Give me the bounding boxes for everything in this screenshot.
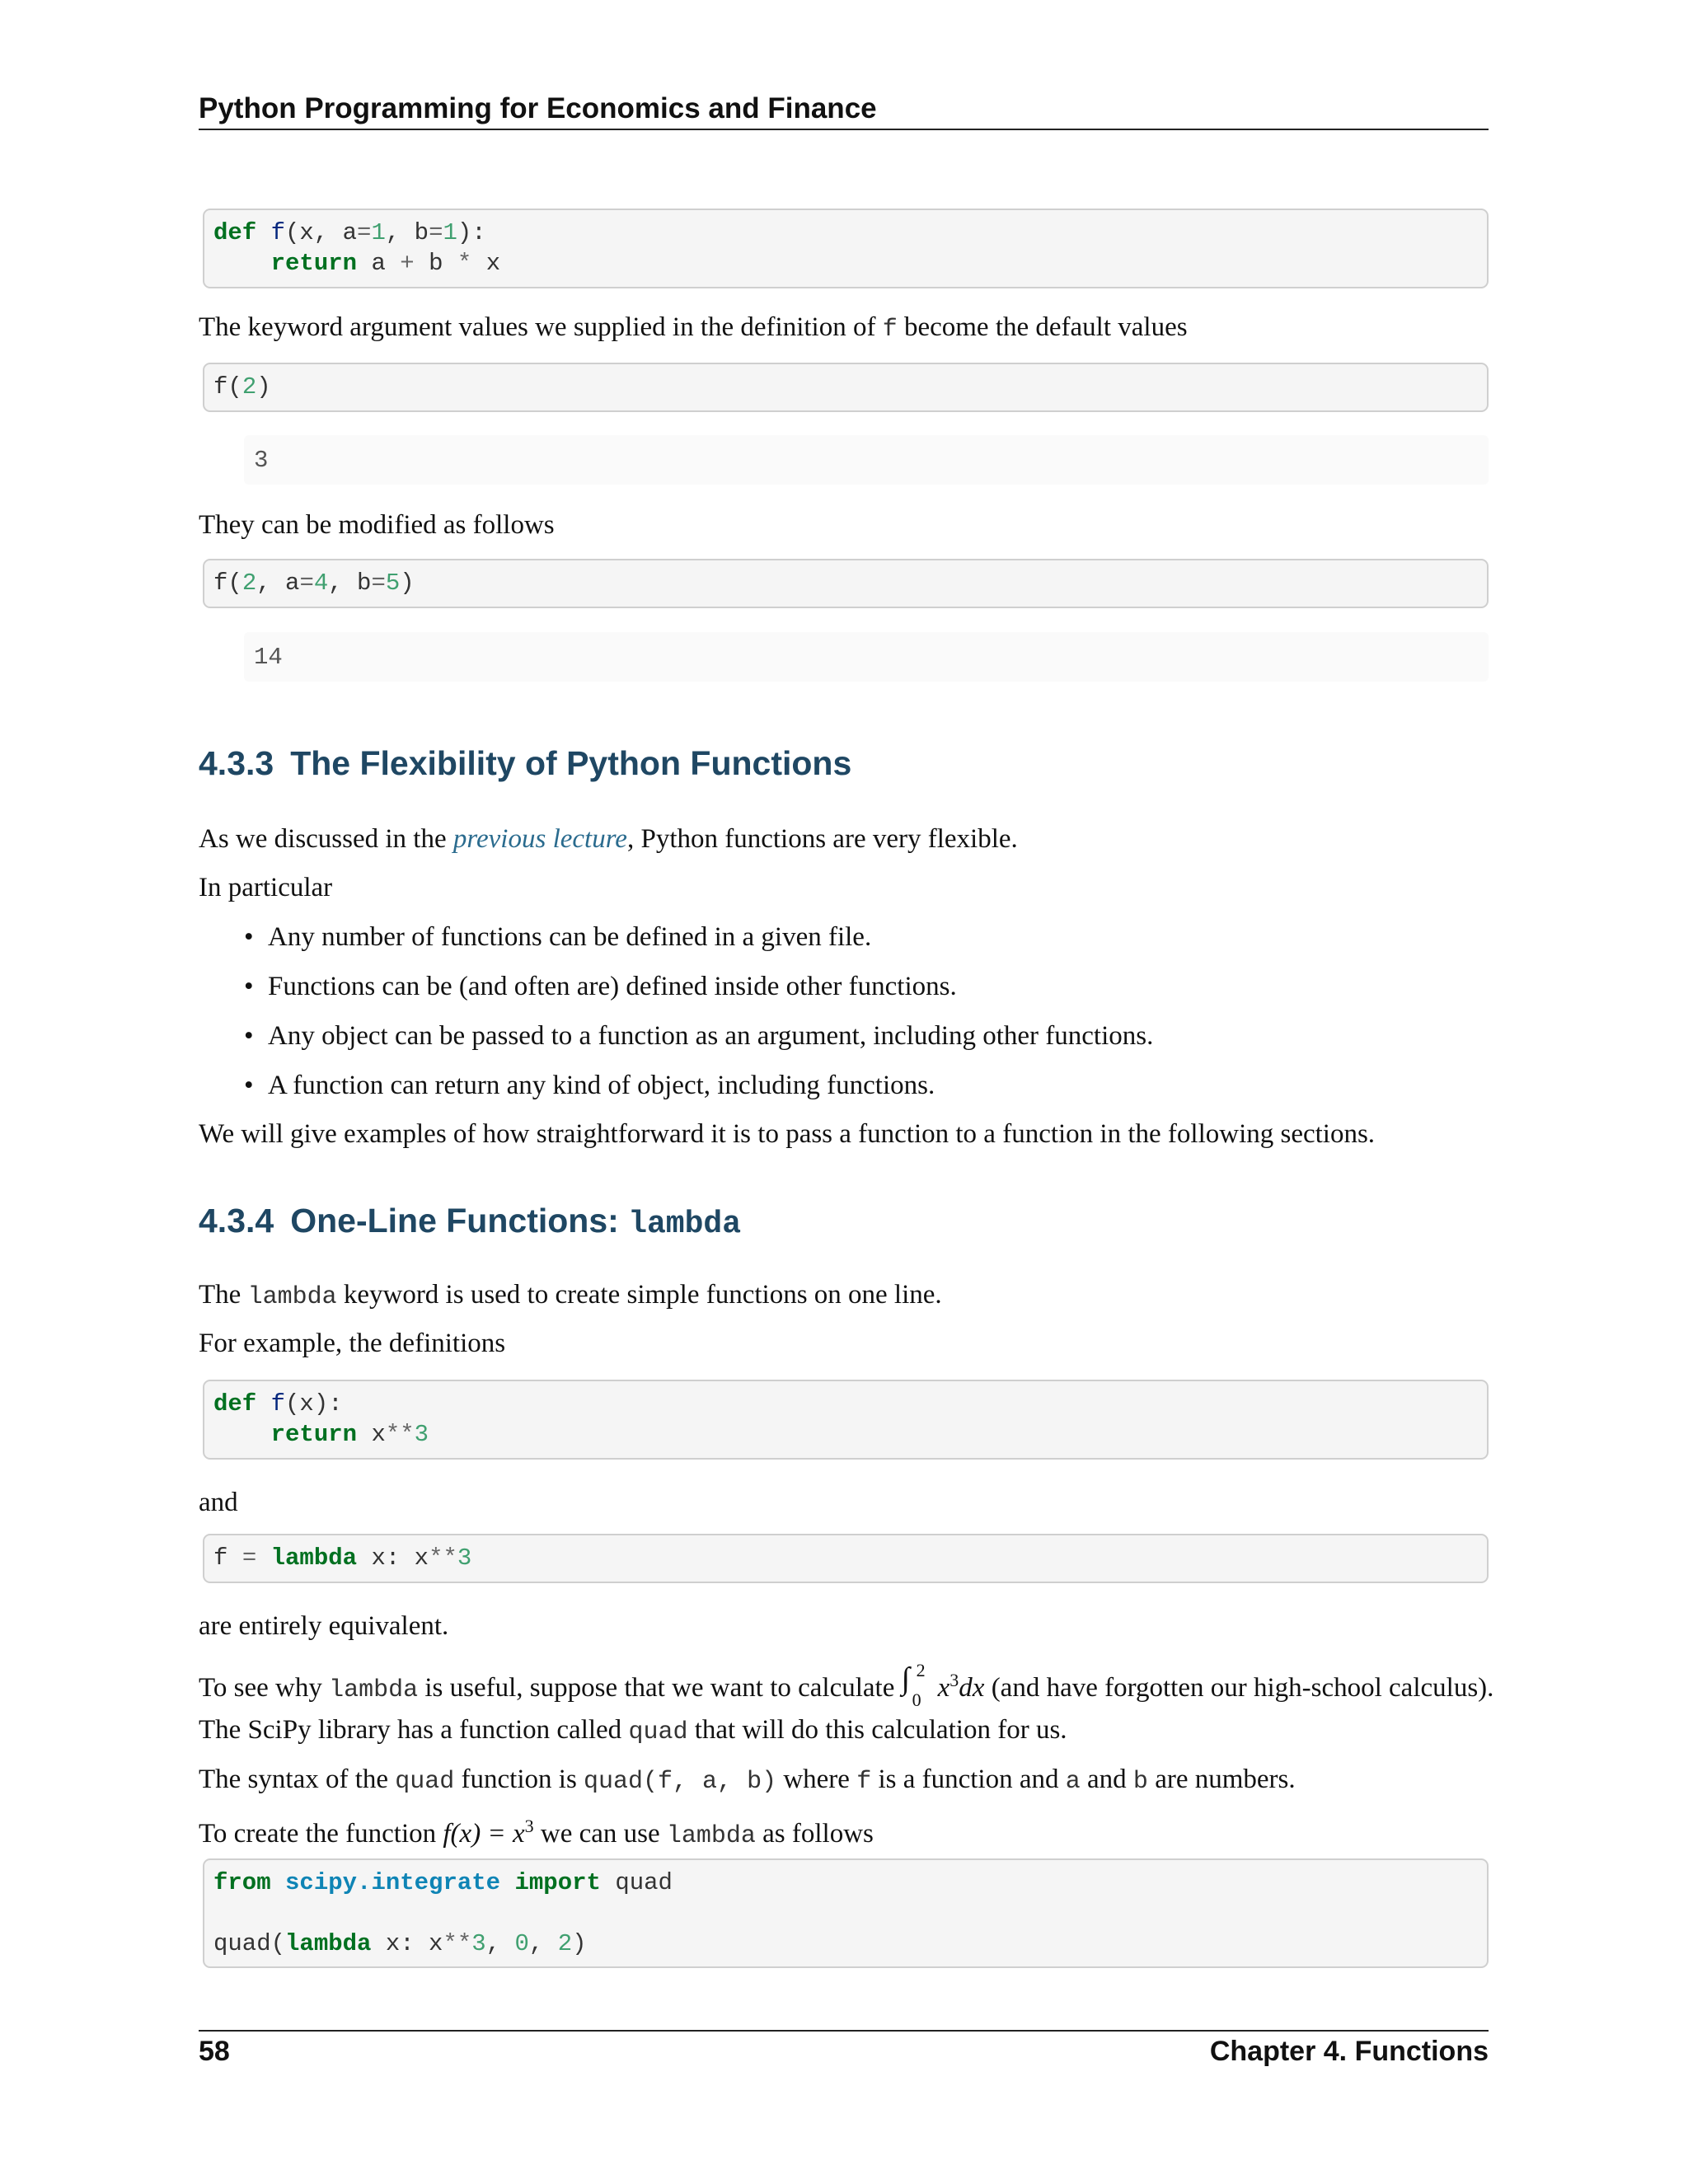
section-number: 4.3.3 [199,744,274,782]
chapter-footer: Chapter 4. Functions [1209,2036,1489,2067]
code-token: = [371,569,386,597]
code-token: = [241,1544,257,1572]
integral-lower: 0 [912,1690,921,1710]
code-block-call-f2[interactable] [203,363,1489,412]
inline-code: f [882,316,898,344]
integrand-differential: dx [959,1673,985,1703]
code-token: = [299,569,314,597]
text: keyword is used to create simple functions on one line. [343,1280,942,1310]
paragraph-syntax [199,1763,1296,1798]
code-token: f [270,219,286,246]
code-token: return [270,1421,358,1448]
section-number: 4.3.4 [199,1202,274,1240]
code-token: f( [213,569,242,597]
inline-code: f [856,1768,872,1796]
inline-code: lambda [247,1283,337,1311]
text: we can use [540,1819,660,1849]
code-block-quad[interactable] [203,1858,1489,1968]
text: The SciPy library has a function called [199,1715,622,1745]
code-token: ** [443,1930,472,1957]
code-token: ** [429,1544,457,1572]
text: The keyword argument values we supplied in the definition of [199,312,876,342]
text: To create the function [199,1819,437,1849]
footer-rule [199,2030,1489,2032]
code-token: , [485,1930,515,1957]
code-block-def-f-defaults[interactable] [203,209,1489,288]
code-token: def [213,219,257,246]
code-token: import [514,1869,601,1896]
code-token: 1 [443,219,457,246]
code-token: = [429,219,443,246]
text: where [783,1765,850,1794]
bullet-icon: • [244,1071,254,1100]
bullet-icon: • [244,1021,254,1051]
code-token: ) [572,1930,587,1957]
code-token: ): [457,219,486,246]
inline-code: lambda [666,1822,756,1850]
text: The [199,1280,241,1310]
text: is a function and [878,1765,1059,1794]
code-token: * [457,250,472,277]
code-token: 4 [313,569,329,597]
code-token: = [357,219,372,246]
code-token: f( [213,373,242,401]
code-token: 1 [371,219,386,246]
inline-code: quad(f, a, b) [584,1768,777,1796]
code-token: b [429,250,443,277]
integral-sign: ∫ [901,1661,911,1696]
section-title: One-Line Functions: [290,1202,619,1240]
paragraph-in-particular: In particular [199,873,333,902]
running-header-title: Python Programming for Economics and Finance [199,92,877,124]
output-block-1: 3 [244,435,1489,485]
paragraph-discussed [199,823,1018,855]
code-token: 0 [514,1930,529,1957]
math-f-definition: f(x) = x [443,1819,525,1849]
header-rule [199,129,1489,130]
inline-code: lambda [329,1676,419,1704]
code-token: scipy.integrate [285,1869,501,1896]
list-item-text: Functions can be (and often are) defined inside other functions. [268,972,957,1001]
code-token: , a [256,569,300,597]
code-token: 3 [471,1930,486,1957]
paragraph-why-lambda [199,1660,1494,1710]
code-token: x: x [371,1544,429,1572]
code-token: ** [385,1421,415,1448]
text: as follows [762,1819,874,1849]
section-heading-4-3-4 [199,1202,741,1242]
code-token: f [270,1390,286,1418]
code-token: , b [385,219,429,246]
code-token: a [371,250,386,277]
paragraph-lambda-keyword [199,1278,942,1314]
list-item [199,970,1153,1003]
code-token: 2 [241,569,257,597]
code-token: x: x [385,1930,443,1957]
output-block-2: 14 [244,632,1489,682]
code-token: 3 [457,1544,472,1572]
bullet-icon: • [244,972,254,1001]
code-block-def-f-cube[interactable] [203,1380,1489,1460]
code-token: 5 [385,569,401,597]
text: are numbers. [1155,1765,1296,1794]
code-token: lambda [285,1930,372,1957]
code-token: 2 [557,1930,573,1957]
code-block-call-f2-ab[interactable] [203,559,1489,608]
integrand: x [937,1673,950,1703]
list-item [199,1069,1153,1102]
code-token: quad( [213,1930,286,1957]
text: , Python functions are very flexible. [626,824,1018,854]
integral-expression [901,1660,938,1710]
flexibility-bullet-list [199,921,1153,1118]
code-token: x [485,250,501,277]
text: function is [461,1765,577,1794]
list-item-text: Any number of functions can be defined in a given file. [268,922,872,952]
text: that will do this calculation for us. [694,1715,1067,1745]
text: become the default values [903,312,1188,342]
inline-code: quad [395,1768,455,1796]
integrand-exponent: 3 [950,1670,959,1690]
code-token: quad [615,1869,673,1896]
code-token: 3 [414,1421,429,1448]
code-token: x [371,1421,386,1448]
section-title: The Flexibility of Python Functions [290,744,852,782]
section-heading-4-3-3 [199,744,851,783]
page-number: 58 [199,2036,230,2067]
code-token: from [213,1869,271,1896]
paragraph-modified: They can be modified as follows [199,510,555,540]
text: To see why [199,1673,322,1703]
text: is useful, suppose that we want to calculate [424,1673,895,1703]
code-token: lambda [270,1544,358,1572]
integral-upper: 2 [916,1660,926,1680]
code-token: , b [328,569,372,597]
text: As we discussed in the [199,824,447,854]
paragraph-keyword-defaults [199,311,1188,346]
previous-lecture-link[interactable]: previous lecture [452,824,627,854]
code-token: , [528,1930,558,1957]
list-item-text: A function can return any kind of object, including functions. [268,1071,935,1100]
bullet-icon: • [244,922,254,952]
math-f-exponent: 3 [524,1816,534,1836]
code-block-lambda-f[interactable] [203,1534,1489,1583]
paragraph-create-function [199,1810,874,1853]
code-token: (x): [285,1390,343,1418]
paragraph-and: and [199,1488,238,1517]
code-token: ) [256,373,271,401]
code-token: + [400,250,415,277]
code-token: ) [400,569,415,597]
code-token: return [270,250,358,277]
inline-code: b [1132,1768,1148,1796]
code-token: (x, a [285,219,358,246]
code-token: def [213,1390,257,1418]
paragraph-scipy [199,1713,1067,1749]
paragraph-equivalent: are entirely equivalent. [199,1611,449,1641]
paragraph-for-example: For example, the definitions [199,1329,506,1358]
list-item [199,921,1153,954]
section-title-code: lambda [628,1207,742,1242]
code-token: 2 [241,373,257,401]
text: and [1087,1765,1127,1794]
text: The syntax of the [199,1765,389,1794]
paragraph-examples: We will give examples of how straightforward it is to pass a function to a function in the following sections. [199,1119,1376,1149]
text: (and have forgotten our high-school calculus). [991,1673,1494,1703]
code-token: f [213,1544,228,1572]
inline-code: a [1065,1768,1081,1796]
list-item [199,1019,1153,1052]
list-item-text: Any object can be passed to a function as an argument, including other functions. [268,1021,1154,1051]
inline-code: quad [628,1718,688,1746]
